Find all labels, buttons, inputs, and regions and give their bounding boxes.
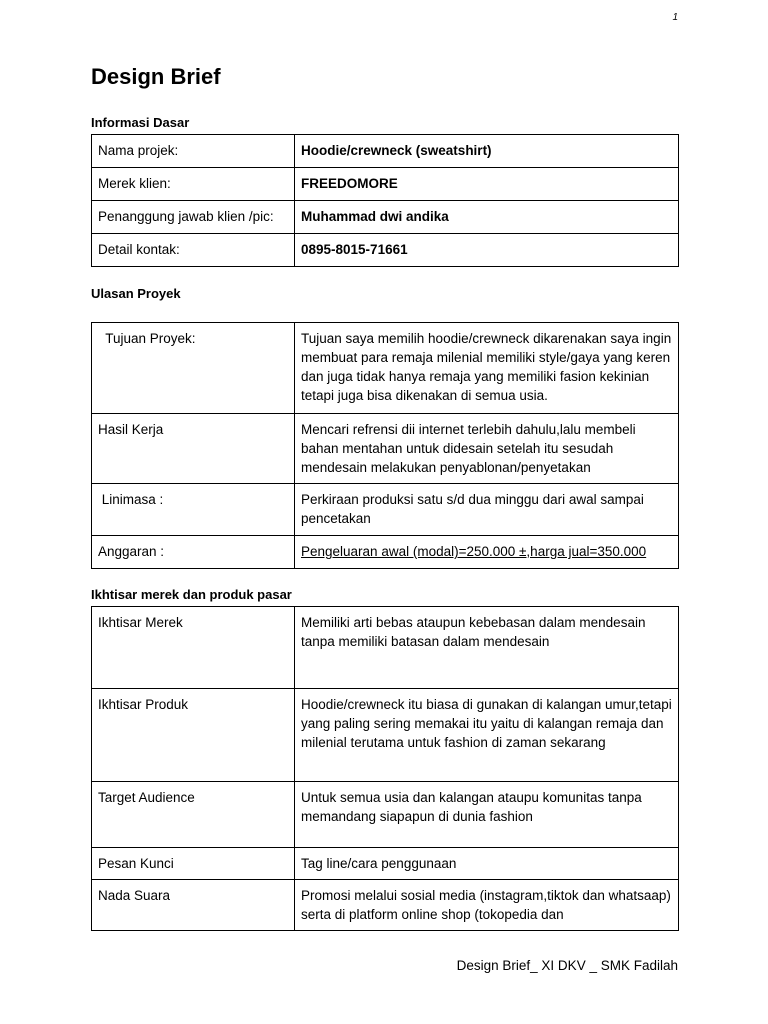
table-row [92,782,679,848]
row-label: Ikhtisar Produk [92,689,295,782]
table-row [92,168,679,201]
page-number: 1 [672,12,678,23]
row-value: 0895-8015-71661 [295,234,679,267]
table-row [92,536,679,569]
row-value: FREEDOMORE [295,168,679,201]
row-label: Target Audience [92,782,295,848]
table-row [92,414,679,484]
row-value: Tujuan saya memilih hoodie/crewneck dikarenakan saya ingin membuat para remaja milenial memiliki style/gaya yang keren dan juga tidak hanya remaja yang memiliki fasion kekinian tetapi juga bisa dikenakan di semua usia. [295,323,679,414]
row-value: Mencari refrensi dii internet terlebih dahulu,lalu membeli bahan mentahan untuk didesain setelah itu sesudah mendesain melakukan penyablonan/penyetakan [295,414,679,484]
row-label: Linimasa : [92,484,295,536]
table-row [92,689,679,782]
table-row [92,484,679,536]
row-value: Promosi melalui sosial media (instagram,tiktok dan whatsaap) serta di platform online shop (tokopedia dan [295,880,679,931]
row-label: Tujuan Proyek: [92,323,295,414]
table-row [92,323,679,414]
row-value: Tag line/cara penggunaan [295,848,679,880]
row-value: Muhammad dwi andika [295,201,679,234]
page-footer: Design Brief_ XI DKV _ SMK Fadilah [456,958,678,973]
row-label: Merek klien: [92,168,295,201]
table-row [92,880,679,931]
document-title: Design Brief [91,64,221,89]
table-row [92,607,679,689]
row-label: Detail kontak: [92,234,295,267]
row-value: Pengeluaran awal (modal)=250.000 ±,harga jual=350.000 [295,536,679,569]
table-row [92,201,679,234]
row-value: Perkiraan produksi satu s/d dua minggu dari awal sampai pencetakan [295,484,679,536]
row-label: Hasil Kerja [92,414,295,484]
row-value: Memiliki arti bebas ataupun kebebasan dalam mendesain tanpa memiliki batasan dalam mendesain [295,607,679,689]
section-heading-ikhtisar: Ikhtisar merek dan produk pasar [91,587,292,602]
table-row [92,848,679,880]
row-label: Anggaran : [92,536,295,569]
row-value: Untuk semua usia dan kalangan ataupu komunitas tanpa memandang siapapun di dunia fashion [295,782,679,848]
row-label: Penanggung jawab klien /pic: [92,201,295,234]
table-ikhtisar [91,606,679,931]
table-row [92,135,679,168]
row-label: Nada Suara [92,880,295,931]
row-label: Pesan Kunci [92,848,295,880]
row-value: Hoodie/crewneck (sweatshirt) [295,135,679,168]
table-row [92,234,679,267]
row-value: Hoodie/crewneck itu biasa di gunakan di kalangan umur,tetapi yang paling sering memakai itu yaitu di kalangan remaja dan milenial terutama untuk fashion di zaman sekarang [295,689,679,782]
row-label: Nama projek: [92,135,295,168]
section-heading-ulasan-proyek: Ulasan Proyek [91,286,181,301]
section-heading-informasi-dasar: Informasi Dasar [91,115,190,130]
table-ulasan-proyek [91,322,679,569]
table-informasi-dasar [91,134,679,267]
row-label: Ikhtisar Merek [92,607,295,689]
